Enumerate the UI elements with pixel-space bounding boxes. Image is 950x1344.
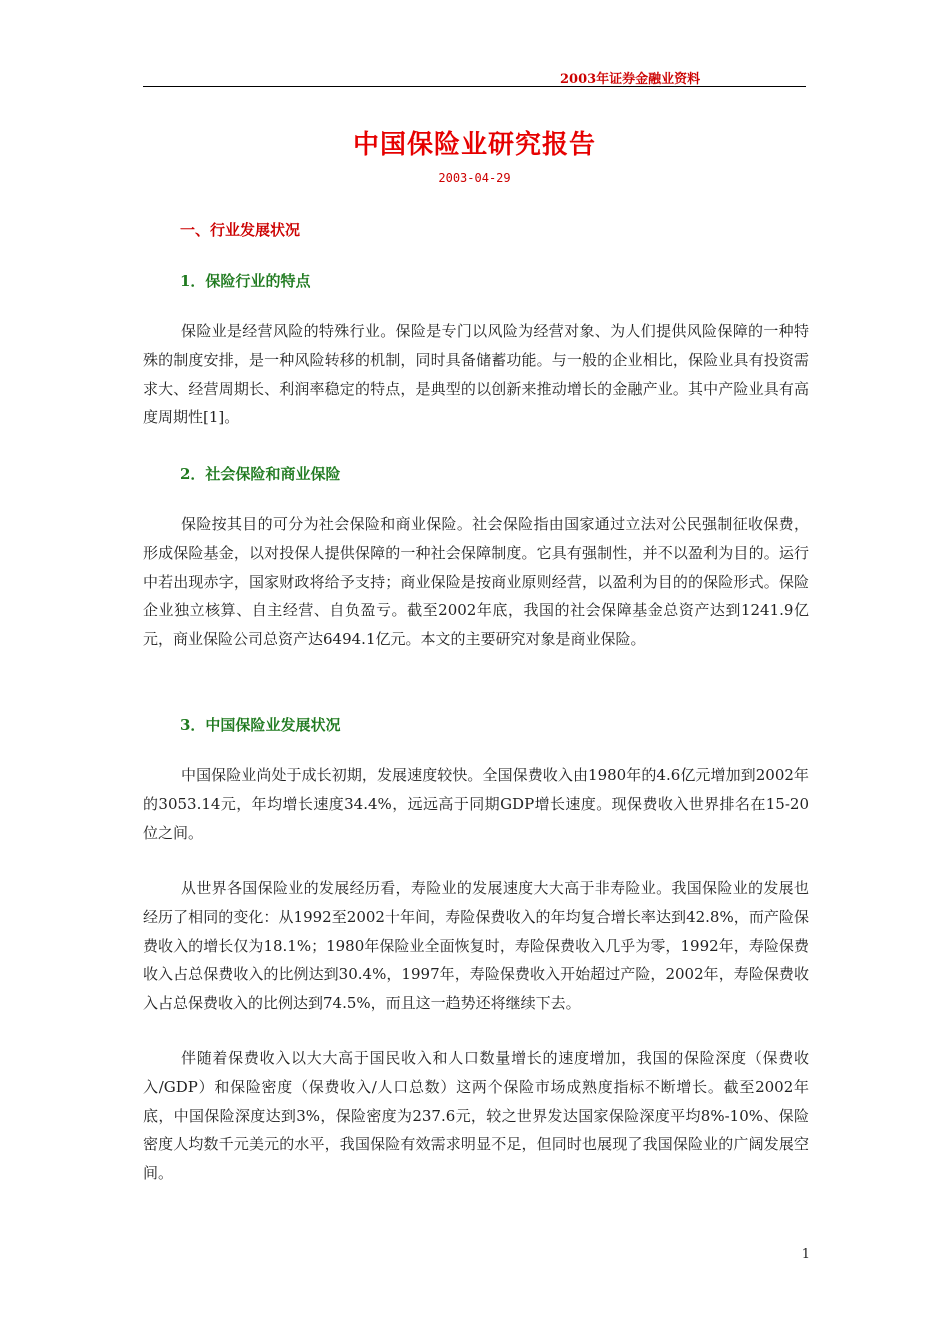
paragraph-1-3b: 从世界各国保险业的发展经历看，寿险业的发展速度大大高于非寿险业。我国保险业的发展也经历了相同的变化：从1992至2002十年间，寿险保费收入的年均复合增长率达到42.8%，而产险保费收入的增长仅为18.1%；1980年保险业全面恢复时，寿险保费收入几乎为零，1992年，寿险保费收入占总保费收入的比例达到30.4%，1997年，寿险保费收入开始超过产险，2002年，寿险保费收入占总保费收入的比例达到74.5%，而且这一趋势还将继续下去。: [143, 879, 809, 1013]
subsection-heading-1-1: 1．保险行业的特点: [180, 272, 311, 290]
header-label: 2003年证券金融业资料: [560, 72, 701, 87]
subsection-heading-1-3: 3．中国保险业发展状况: [180, 716, 341, 734]
paragraph-1-1: 保险业是经营风险的特殊行业。保险是专门以风险为经营对象、为人们提供风险保障的一种特殊的制度安排，是一种风险转移的机制，同时具备储蓄功能。与一般的企业相比，保险业具有投资需求大、经营周期长、利润率稳定的特点，是典型的以创新来推动增长的金融产业。其中产险业具有高度周期性[1]。: [143, 322, 809, 427]
paragraph-1-2: 保险按其目的可分为社会保险和商业保险。社会保险指由国家通过立法对公民强制征收保费，形成保险基金，以对投保人提供保障的一种社会保障制度。它具有强制性，并不以盈利为目的。运行中若出现赤字，国家财政将给予支持；商业保险是按商业原则经营，以盈利为目的的保险形式。保险企业独立核算、自主经营、自负盈亏。截至2002年底，我国的社会保障基金总资产达到1241.9亿元，商业保险公司总资产达6494.1亿元。本文的主要研究对象是商业保险。: [143, 515, 809, 649]
subsection-heading-1-2: 2．社会保险和商业保险: [180, 465, 341, 483]
paragraph-1-3a: 中国保险业尚处于成长初期，发展速度较快。全国保费收入由1980年的4.6亿元增加到2002年的3053.14元，年均增长速度34.4%，远远高于同期GDP增长速度。现保费收入世界排名在15-20位之间。: [143, 766, 809, 842]
page-title: 中国保险业研究报告: [352, 130, 596, 160]
document-date: 2003-04-29: [438, 171, 511, 185]
header-divider: [143, 86, 806, 87]
section-heading-1: 一、行业发展状况: [180, 221, 301, 239]
page-number: 1: [801, 1247, 810, 1262]
paragraph-1-3c: 伴随着保费收入以大大高于国民收入和人口数量增长的速度增加，我国的保险深度（保费收入/GDP）和保险密度（保费收入/人口总数）这两个保险市场成熟度指标不断增长。截至2002年底，中国保险深度达到3%，保险密度为237.6元，较之世界发达国家保险深度平均8%-10%、保险密度人均数千元美元的水平，我国保险有效需求明显不足，但同时也展现了我国保险业的广阔发展空间。: [143, 1049, 809, 1183]
